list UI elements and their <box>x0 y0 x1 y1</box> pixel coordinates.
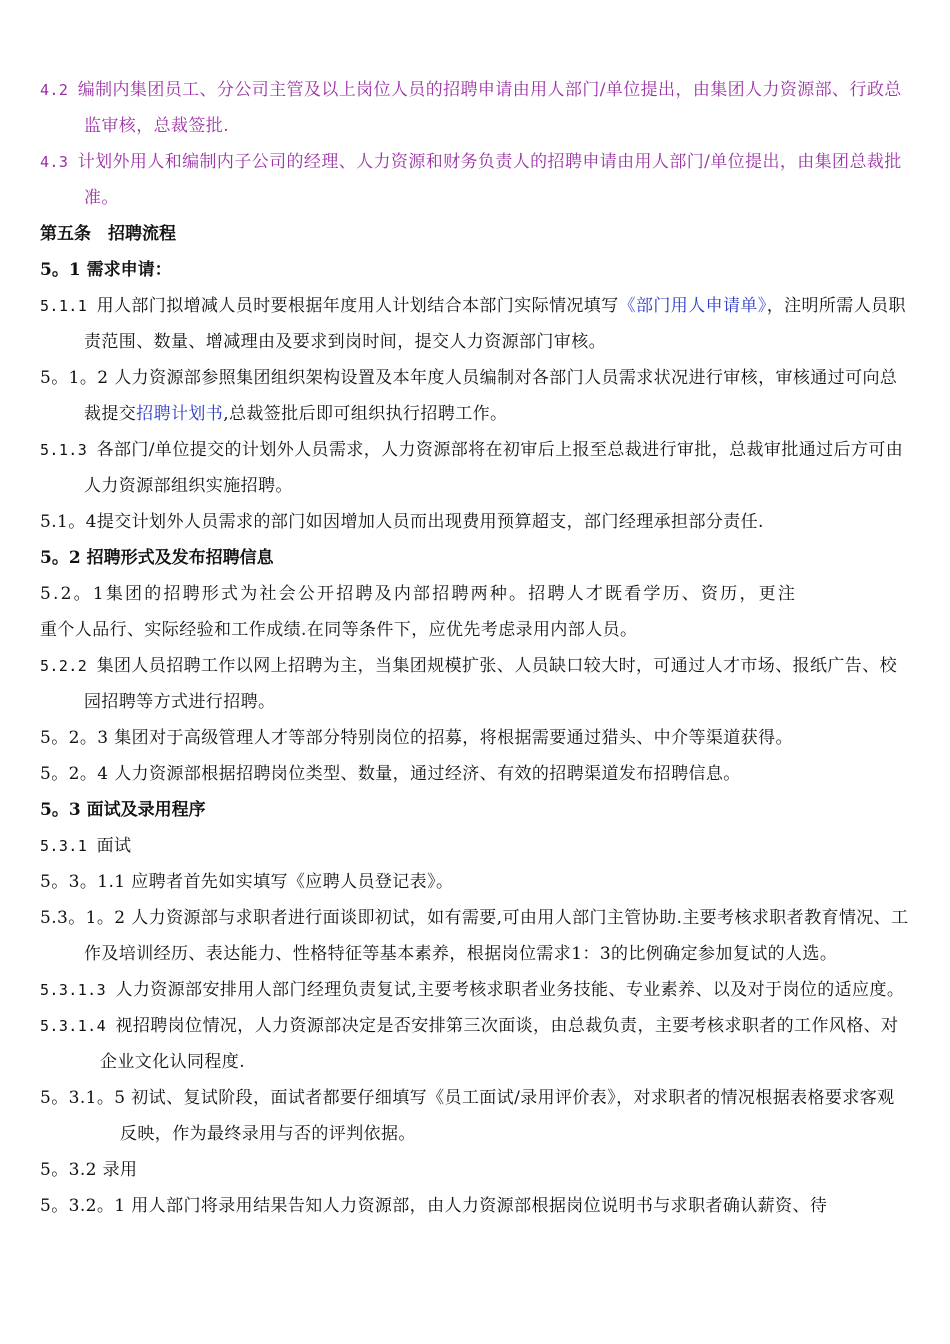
paragraph-text: 5。3.2。1 <box>40 1196 132 1216</box>
paragraph-text: 5.2。1 <box>40 584 106 604</box>
section-heading <box>40 792 910 828</box>
paragraph-text: 用人部门拟增减人员时要根据年度用人计划结合本部门实际情况填写 <box>96 296 619 316</box>
paragraph-text: 视招聘岗位情况，人力资源部决定是否安排第三次面谈，由总裁负责，主要考核求职者的工作风格、对企业文化认同程度. <box>100 1016 899 1072</box>
paragraph <box>40 972 910 1008</box>
paragraph <box>40 360 910 432</box>
paragraph <box>40 504 910 540</box>
paragraph <box>40 900 910 972</box>
section-heading <box>40 540 910 576</box>
paragraph <box>40 1008 910 1080</box>
paragraph <box>40 144 910 216</box>
paragraph <box>40 720 910 756</box>
paragraph-text: 人力资源部根据招聘岗位类型、数量，通过经济、有效的招聘渠道发布招聘信息。 <box>114 764 741 784</box>
paragraph-text: 5。3 面试及录用程序 <box>40 800 206 820</box>
paragraph-text: 录用 <box>102 1160 138 1180</box>
paragraph-text: 5。2。3 <box>40 728 115 748</box>
paragraph-text: 人力资源部与求职者进行面谈即初试，如有需要,可由用人部门主管协助.主要考核求职者教育情况、工作及培训经历、表达能力、性格特征等基本素养，根据岗位需求1：3的比例确定参加复试的人选。 <box>84 908 909 964</box>
paragraph <box>40 72 910 144</box>
clause-number: 5.3.1.3 <box>40 981 116 999</box>
clause-number: 5.1.1 <box>40 297 97 315</box>
paragraph-text: 提交计划外人员需求的部门如因增加人员而出现费用预算超支，部门经理承担部分责任. <box>96 512 764 532</box>
paragraph-text: 5。3。1.1 <box>40 872 132 892</box>
paragraph-text: ,总裁签批后即可组织执行招聘工作。 <box>223 404 508 424</box>
paragraph <box>40 612 910 648</box>
document-link-text[interactable]: 《部门用人申请单》 <box>618 296 767 316</box>
paragraph <box>40 1152 910 1188</box>
clause-number: 5.1.3 <box>40 441 97 459</box>
clause-number: 4.3 <box>40 153 78 171</box>
paragraph-text: ，注明所需人员职责范围、数量、增减理由及要求到岗时间，提交人力资源部门审核。 <box>84 296 906 352</box>
paragraph-text: 5。3.2 <box>40 1160 103 1180</box>
clause-number: 5.2.2 <box>40 657 97 675</box>
clause-number: 4.2 <box>40 81 78 99</box>
paragraph-text: 5.1。4 <box>40 512 97 532</box>
paragraph-text: 应聘者首先如实填写《应聘人员登记表》。 <box>131 872 454 892</box>
paragraph <box>40 864 910 900</box>
section-heading <box>40 252 910 288</box>
paragraph-text: 集团人员招聘工作以网上招聘为主，当集团规模扩张、人员缺口较大时，可通过人才市场、报纸广告、校园招聘等方式进行招聘。 <box>84 656 897 712</box>
clause-number: 5.3.1.4 <box>40 1017 116 1035</box>
paragraph-text: 人力资源部参照集团组织架构设置及本年度人员编制对各部门人员需求状况进行审核，审核通过可向总裁提交 <box>84 368 898 424</box>
paragraph-text: 5。3.1。5 <box>40 1088 132 1108</box>
paragraph-text: 用人部门将录用结果告知人力资源部，由人力资源部根据岗位说明书与求职者确认薪资、待 <box>131 1196 828 1216</box>
paragraph-text: 第五条 招聘流程 <box>40 224 176 244</box>
paragraph-text: 初试、复试阶段，面试者都要仔细填写《员工面试/录用评价表》，对求职者的情况根据表格要求客观反映，作为最终录用与否的评判依据。 <box>120 1088 895 1144</box>
paragraph-text: 5。2 招聘形式及发布招聘信息 <box>40 548 274 568</box>
paragraph <box>40 288 910 360</box>
paragraph-text: 5。1。2 <box>40 368 115 388</box>
paragraph-text: 重个人品行、实际经验和工作成绩.在同等条件下，应优先考虑录用内部人员。 <box>40 620 638 640</box>
paragraph-text: 集团对于高级管理人才等部分特别岗位的招募，将根据需要通过猎头、中介等渠道获得。 <box>114 728 793 748</box>
paragraph <box>40 648 910 720</box>
paragraph <box>40 756 910 792</box>
clause-number: 5.3.1 <box>40 837 97 855</box>
paragraph-text: 5。2。4 <box>40 764 115 784</box>
document-link-text[interactable]: 招聘计划书 <box>136 404 224 424</box>
paragraph-text: 5.3。1。2 <box>40 908 132 928</box>
paragraph <box>40 432 910 504</box>
paragraph <box>40 1080 910 1152</box>
paragraph <box>40 828 910 864</box>
paragraph-text: 人力资源部安排用人部门经理负责复试,主要考核求职者业务技能、专业素养、以及对于岗位的适应度。 <box>115 980 905 1000</box>
paragraph-text: 计划外用人和编制内子公司的经理、人力资源和财务负责人的招聘申请由用人部门/单位提出，由集团总裁批准。 <box>77 152 902 208</box>
paragraph-text: 集团的招聘形式为社会公开招聘及内部招聘两种。招聘人才既看学历、资历，更注 <box>105 584 798 604</box>
paragraph <box>40 576 910 612</box>
paragraph <box>40 1188 910 1224</box>
paragraph-text: 编制内集团员工、分公司主管及以上岗位人员的招聘申请由用人部门/单位提出，由集团人力资源部、行政总监审核，总裁签批. <box>77 80 902 136</box>
paragraph-text: 5。1 需求申请： <box>40 260 172 280</box>
document-body <box>40 72 910 1224</box>
section-heading <box>40 216 910 252</box>
paragraph-text: 面试 <box>96 836 132 856</box>
paragraph-text: 各部门/单位提交的计划外人员需求，人力资源部将在初审后上报至总裁进行审批，总裁审批通过后方可由人力资源部组织实施招聘。 <box>84 440 904 496</box>
